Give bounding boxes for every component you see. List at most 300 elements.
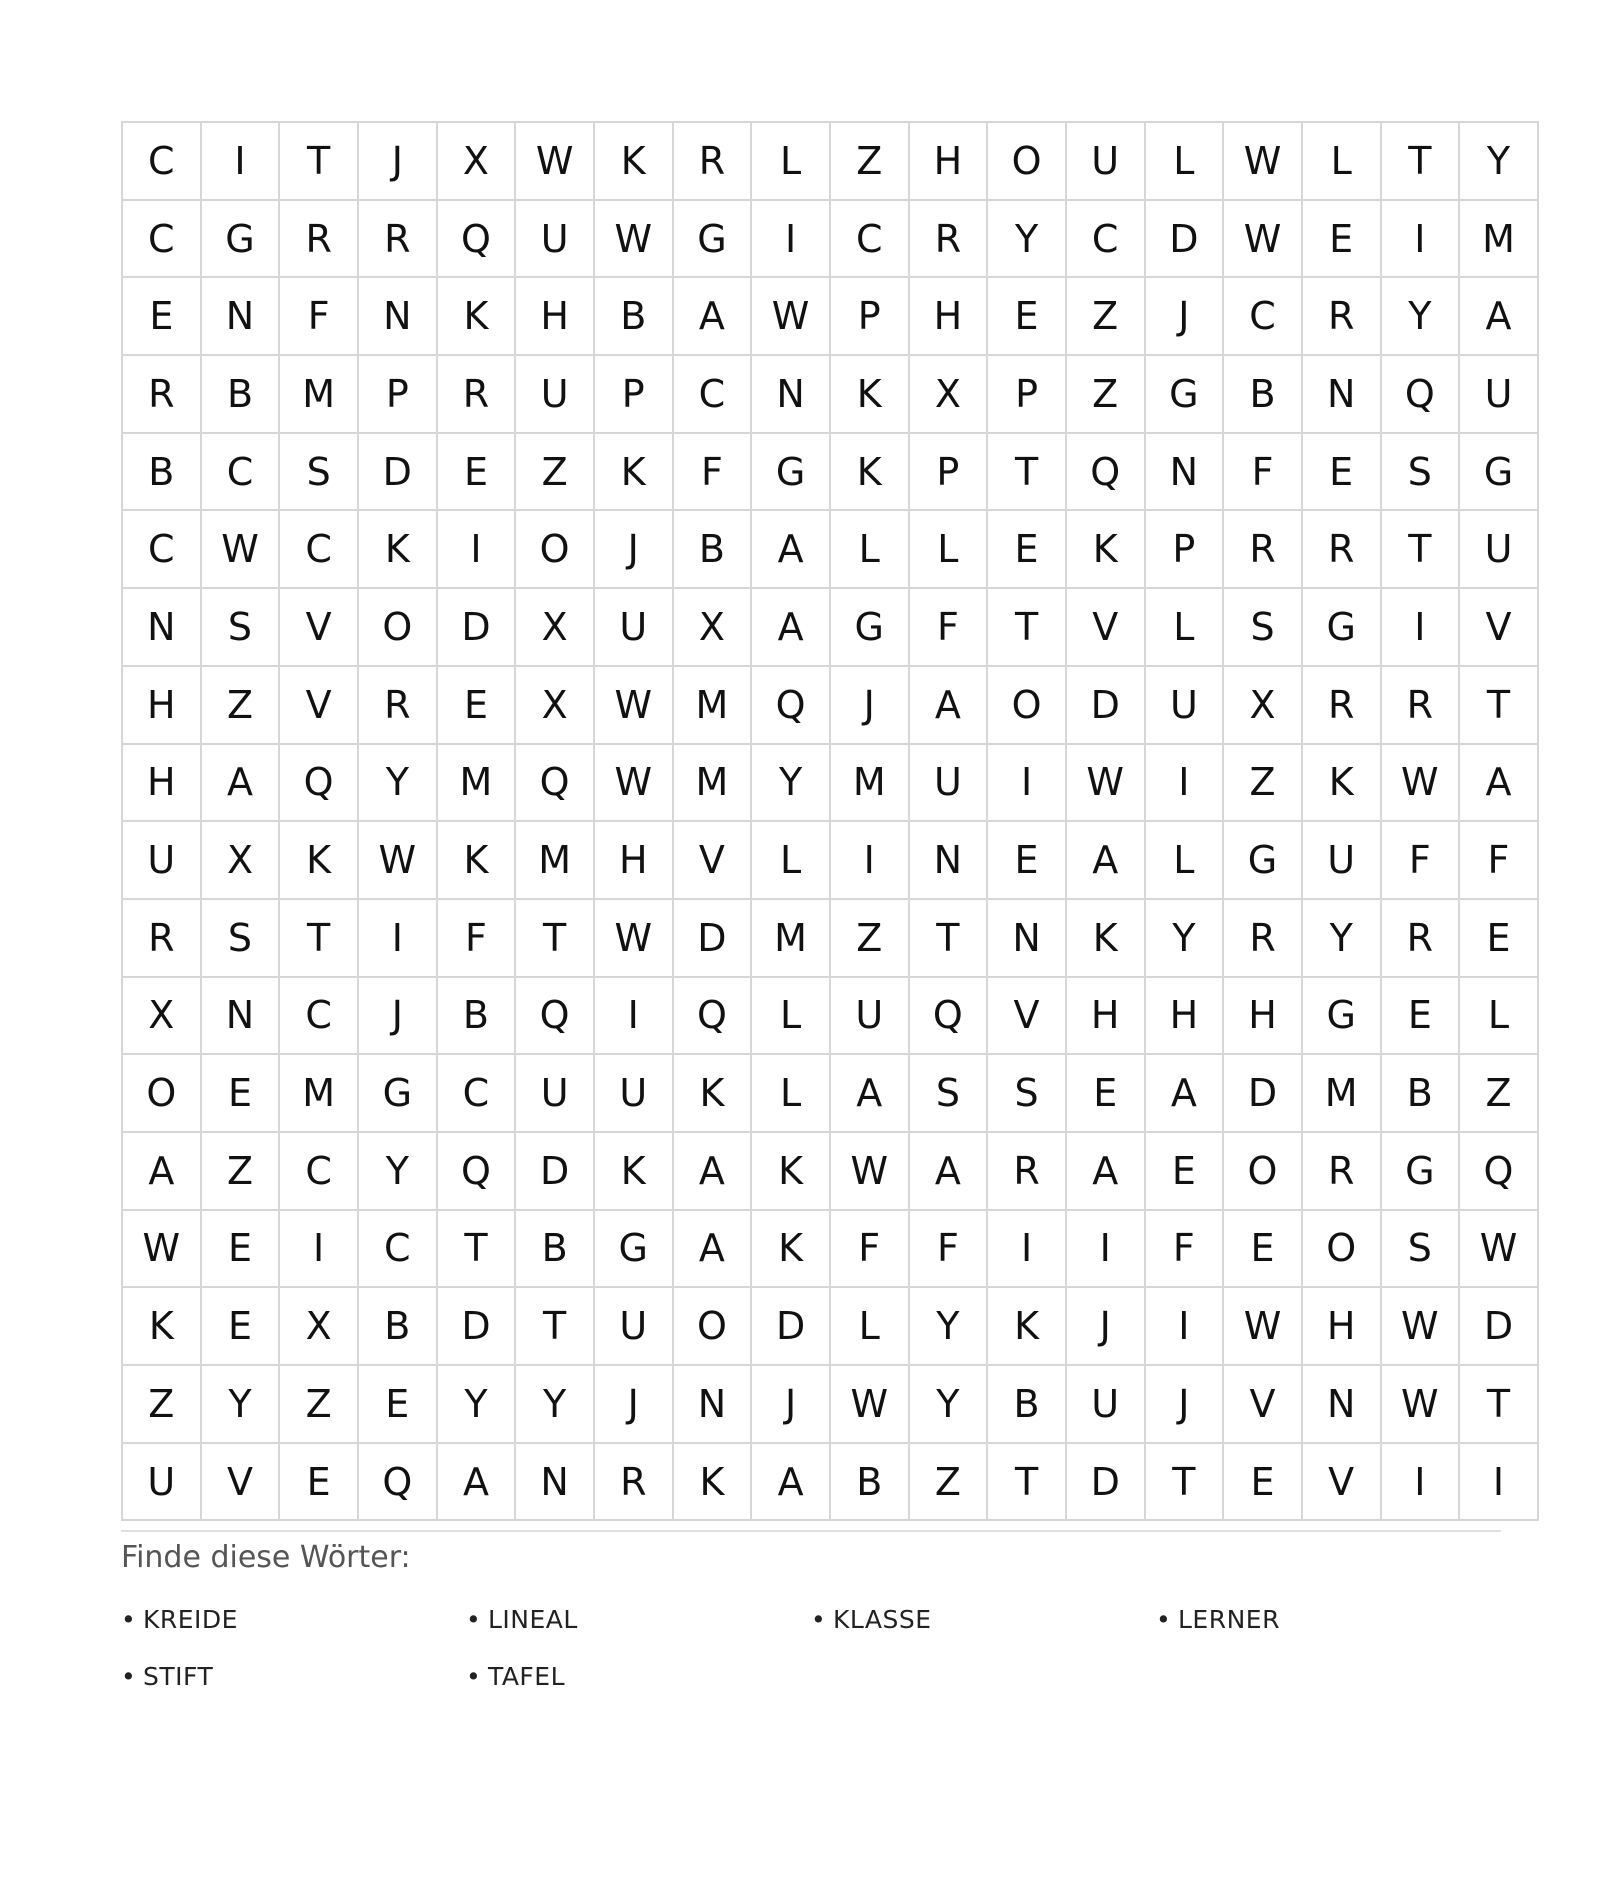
grid-cell[interactable]: L (830, 510, 909, 588)
grid-cell[interactable]: F (909, 1210, 988, 1288)
grid-cell[interactable]: Y (909, 1365, 988, 1443)
grid-cell[interactable]: E (358, 1365, 437, 1443)
grid-cell[interactable]: T (987, 1443, 1066, 1521)
grid-cell[interactable]: U (515, 200, 594, 278)
grid-cell[interactable]: J (1145, 1365, 1224, 1443)
grid-cell[interactable]: N (201, 977, 280, 1055)
grid-cell[interactable]: Q (279, 744, 358, 822)
grid-cell[interactable]: E (1145, 1132, 1224, 1210)
grid-cell[interactable]: G (1381, 1132, 1460, 1210)
grid-cell[interactable]: R (1223, 899, 1302, 977)
grid-cell[interactable]: A (122, 1132, 201, 1210)
grid-cell[interactable]: R (1302, 666, 1381, 744)
grid-cell[interactable]: D (1066, 666, 1145, 744)
grid-cell[interactable]: L (909, 510, 988, 588)
grid-cell[interactable]: Q (1459, 1132, 1538, 1210)
grid-cell[interactable]: F (1223, 433, 1302, 511)
grid-cell[interactable]: K (751, 1132, 830, 1210)
grid-cell[interactable]: V (1459, 588, 1538, 666)
grid-cell[interactable]: V (1302, 1443, 1381, 1521)
grid-cell[interactable]: A (909, 1132, 988, 1210)
grid-cell[interactable]: U (122, 821, 201, 899)
grid-cell[interactable]: S (909, 1054, 988, 1132)
grid-cell[interactable]: H (122, 744, 201, 822)
grid-cell[interactable]: D (1066, 1443, 1145, 1521)
grid-cell[interactable]: W (594, 200, 673, 278)
grid-cell[interactable]: P (358, 355, 437, 433)
grid-cell[interactable]: I (1066, 1210, 1145, 1288)
grid-cell[interactable]: O (358, 588, 437, 666)
grid-cell[interactable]: O (987, 122, 1066, 200)
grid-cell[interactable]: F (830, 1210, 909, 1288)
grid-cell[interactable]: T (987, 588, 1066, 666)
grid-cell[interactable]: Q (1381, 355, 1460, 433)
grid-cell[interactable]: Z (515, 433, 594, 511)
grid-cell[interactable]: P (594, 355, 673, 433)
grid-cell[interactable]: R (987, 1132, 1066, 1210)
grid-cell[interactable]: I (751, 200, 830, 278)
grid-cell[interactable]: E (201, 1287, 280, 1365)
grid-cell[interactable]: Z (1223, 744, 1302, 822)
grid-cell[interactable]: M (437, 744, 516, 822)
grid-cell[interactable]: Q (515, 744, 594, 822)
grid-cell[interactable]: B (830, 1443, 909, 1521)
grid-cell[interactable]: Y (1145, 899, 1224, 977)
grid-cell[interactable]: V (201, 1443, 280, 1521)
grid-cell[interactable]: U (594, 1287, 673, 1365)
grid-cell[interactable]: P (830, 277, 909, 355)
grid-cell[interactable]: H (909, 122, 988, 200)
grid-cell[interactable]: W (358, 821, 437, 899)
grid-cell[interactable]: M (673, 666, 752, 744)
grid-cell[interactable]: K (594, 433, 673, 511)
grid-cell[interactable]: J (1145, 277, 1224, 355)
grid-cell[interactable]: M (515, 821, 594, 899)
grid-cell[interactable]: X (201, 821, 280, 899)
grid-cell[interactable]: I (987, 1210, 1066, 1288)
grid-cell[interactable]: G (201, 200, 280, 278)
grid-cell[interactable]: B (358, 1287, 437, 1365)
grid-cell[interactable]: D (515, 1132, 594, 1210)
grid-cell[interactable]: U (515, 355, 594, 433)
grid-cell[interactable]: R (909, 200, 988, 278)
grid-cell[interactable]: H (594, 821, 673, 899)
grid-cell[interactable]: Z (830, 122, 909, 200)
grid-cell[interactable]: Q (751, 666, 830, 744)
grid-cell[interactable]: W (594, 899, 673, 977)
grid-cell[interactable]: K (673, 1443, 752, 1521)
grid-cell[interactable]: I (594, 977, 673, 1055)
grid-cell[interactable]: N (122, 588, 201, 666)
grid-cell[interactable]: R (673, 122, 752, 200)
grid-cell[interactable]: R (594, 1443, 673, 1521)
grid-cell[interactable]: F (1145, 1210, 1224, 1288)
grid-cell[interactable]: E (437, 433, 516, 511)
grid-cell[interactable]: B (515, 1210, 594, 1288)
grid-cell[interactable]: R (1302, 510, 1381, 588)
grid-cell[interactable]: W (1381, 744, 1460, 822)
grid-cell[interactable]: F (279, 277, 358, 355)
grid-cell[interactable]: M (673, 744, 752, 822)
grid-cell[interactable]: T (1381, 510, 1460, 588)
grid-cell[interactable]: S (279, 433, 358, 511)
grid-cell[interactable]: G (1302, 977, 1381, 1055)
grid-cell[interactable]: X (909, 355, 988, 433)
grid-cell[interactable]: Y (1459, 122, 1538, 200)
grid-cell[interactable]: O (1302, 1210, 1381, 1288)
grid-cell[interactable]: X (673, 588, 752, 666)
grid-cell[interactable]: F (1381, 821, 1460, 899)
grid-cell[interactable]: N (1302, 1365, 1381, 1443)
grid-cell[interactable]: A (909, 666, 988, 744)
grid-cell[interactable]: S (1381, 433, 1460, 511)
grid-cell[interactable]: E (201, 1210, 280, 1288)
grid-cell[interactable]: N (1145, 433, 1224, 511)
grid-cell[interactable]: Y (1381, 277, 1460, 355)
grid-cell[interactable]: A (1459, 277, 1538, 355)
grid-cell[interactable]: D (751, 1287, 830, 1365)
grid-cell[interactable]: B (1381, 1054, 1460, 1132)
grid-cell[interactable]: A (1459, 744, 1538, 822)
grid-cell[interactable]: W (1066, 744, 1145, 822)
grid-cell[interactable]: K (594, 1132, 673, 1210)
grid-cell[interactable]: K (1302, 744, 1381, 822)
grid-cell[interactable]: K (1066, 899, 1145, 977)
grid-cell[interactable]: E (987, 277, 1066, 355)
grid-cell[interactable]: M (279, 1054, 358, 1132)
grid-cell[interactable]: E (1223, 1210, 1302, 1288)
grid-cell[interactable]: T (1459, 666, 1538, 744)
grid-cell[interactable]: J (594, 1365, 673, 1443)
grid-cell[interactable]: Z (279, 1365, 358, 1443)
grid-cell[interactable]: I (358, 899, 437, 977)
grid-cell[interactable]: U (830, 977, 909, 1055)
grid-cell[interactable]: I (1381, 200, 1460, 278)
grid-cell[interactable]: D (1223, 1054, 1302, 1132)
grid-cell[interactable]: C (830, 200, 909, 278)
grid-cell[interactable]: U (1459, 510, 1538, 588)
grid-cell[interactable]: J (751, 1365, 830, 1443)
grid-cell[interactable]: F (437, 899, 516, 977)
grid-cell[interactable]: W (1381, 1287, 1460, 1365)
grid-cell[interactable]: W (515, 122, 594, 200)
grid-cell[interactable]: N (1302, 355, 1381, 433)
grid-cell[interactable]: U (1459, 355, 1538, 433)
grid-cell[interactable]: K (987, 1287, 1066, 1365)
grid-cell[interactable]: U (909, 744, 988, 822)
grid-cell[interactable]: X (1223, 666, 1302, 744)
grid-cell[interactable]: Y (358, 1132, 437, 1210)
grid-cell[interactable]: U (594, 588, 673, 666)
grid-cell[interactable]: V (1066, 588, 1145, 666)
grid-cell[interactable]: I (1145, 1287, 1224, 1365)
grid-cell[interactable]: Q (909, 977, 988, 1055)
grid-cell[interactable]: J (358, 977, 437, 1055)
grid-cell[interactable]: F (909, 588, 988, 666)
grid-cell[interactable]: A (1066, 821, 1145, 899)
grid-cell[interactable]: Q (673, 977, 752, 1055)
grid-cell[interactable]: A (437, 1443, 516, 1521)
grid-cell[interactable]: X (437, 122, 516, 200)
grid-cell[interactable]: F (1459, 821, 1538, 899)
grid-cell[interactable]: T (515, 899, 594, 977)
grid-cell[interactable]: G (751, 433, 830, 511)
grid-cell[interactable]: G (830, 588, 909, 666)
grid-cell[interactable]: Q (358, 1443, 437, 1521)
grid-cell[interactable]: J (1066, 1287, 1145, 1365)
grid-cell[interactable]: C (1223, 277, 1302, 355)
grid-cell[interactable]: L (751, 122, 830, 200)
grid-cell[interactable]: Z (830, 899, 909, 977)
grid-cell[interactable]: Y (909, 1287, 988, 1365)
grid-cell[interactable]: U (594, 1054, 673, 1132)
grid-cell[interactable]: E (1066, 1054, 1145, 1132)
grid-cell[interactable]: G (1145, 355, 1224, 433)
grid-cell[interactable]: I (830, 821, 909, 899)
grid-cell[interactable]: K (279, 821, 358, 899)
grid-cell[interactable]: Q (437, 200, 516, 278)
grid-cell[interactable]: U (1066, 122, 1145, 200)
grid-cell[interactable]: T (515, 1287, 594, 1365)
grid-cell[interactable]: W (830, 1365, 909, 1443)
grid-cell[interactable]: E (1459, 899, 1538, 977)
grid-cell[interactable]: C (279, 510, 358, 588)
grid-cell[interactable]: U (1066, 1365, 1145, 1443)
grid-cell[interactable]: I (279, 1210, 358, 1288)
grid-cell[interactable]: H (909, 277, 988, 355)
grid-cell[interactable]: I (987, 744, 1066, 822)
grid-cell[interactable]: S (1381, 1210, 1460, 1288)
grid-cell[interactable]: N (987, 899, 1066, 977)
grid-cell[interactable]: B (594, 277, 673, 355)
grid-cell[interactable]: I (1381, 1443, 1460, 1521)
grid-cell[interactable]: L (830, 1287, 909, 1365)
grid-cell[interactable]: S (1223, 588, 1302, 666)
grid-cell[interactable]: B (673, 510, 752, 588)
grid-cell[interactable]: W (1223, 200, 1302, 278)
grid-cell[interactable]: U (122, 1443, 201, 1521)
grid-cell[interactable]: Z (909, 1443, 988, 1521)
grid-cell[interactable]: H (1066, 977, 1145, 1055)
grid-cell[interactable]: R (358, 666, 437, 744)
grid-cell[interactable]: C (279, 1132, 358, 1210)
grid-cell[interactable]: K (358, 510, 437, 588)
grid-cell[interactable]: I (437, 510, 516, 588)
grid-cell[interactable]: H (515, 277, 594, 355)
grid-cell[interactable]: P (987, 355, 1066, 433)
grid-cell[interactable]: K (122, 1287, 201, 1365)
grid-cell[interactable]: E (279, 1443, 358, 1521)
grid-cell[interactable]: Z (1066, 355, 1145, 433)
grid-cell[interactable]: R (122, 355, 201, 433)
grid-cell[interactable]: H (122, 666, 201, 744)
grid-cell[interactable]: M (830, 744, 909, 822)
grid-cell[interactable]: Z (201, 1132, 280, 1210)
grid-cell[interactable]: Y (515, 1365, 594, 1443)
grid-cell[interactable]: V (987, 977, 1066, 1055)
grid-cell[interactable]: G (1459, 433, 1538, 511)
grid-cell[interactable]: F (673, 433, 752, 511)
grid-cell[interactable]: W (594, 744, 673, 822)
grid-cell[interactable]: B (1223, 355, 1302, 433)
grid-cell[interactable]: Y (987, 200, 1066, 278)
grid-cell[interactable]: U (1302, 821, 1381, 899)
grid-cell[interactable]: U (515, 1054, 594, 1132)
grid-cell[interactable]: K (437, 821, 516, 899)
grid-cell[interactable]: A (673, 277, 752, 355)
grid-cell[interactable]: V (673, 821, 752, 899)
grid-cell[interactable]: I (1145, 744, 1224, 822)
grid-cell[interactable]: C (673, 355, 752, 433)
grid-cell[interactable]: D (358, 433, 437, 511)
grid-cell[interactable]: W (830, 1132, 909, 1210)
grid-cell[interactable]: I (201, 122, 280, 200)
grid-cell[interactable]: Y (751, 744, 830, 822)
grid-cell[interactable]: T (1459, 1365, 1538, 1443)
grid-cell[interactable]: K (437, 277, 516, 355)
grid-cell[interactable]: R (437, 355, 516, 433)
grid-cell[interactable]: R (1302, 277, 1381, 355)
grid-cell[interactable]: K (673, 1054, 752, 1132)
grid-cell[interactable]: A (1145, 1054, 1224, 1132)
grid-cell[interactable]: L (751, 821, 830, 899)
grid-cell[interactable]: C (279, 977, 358, 1055)
grid-cell[interactable]: T (279, 122, 358, 200)
grid-cell[interactable]: J (594, 510, 673, 588)
grid-cell[interactable]: T (437, 1210, 516, 1288)
grid-cell[interactable]: Q (515, 977, 594, 1055)
grid-cell[interactable]: N (515, 1443, 594, 1521)
grid-cell[interactable]: A (751, 1443, 830, 1521)
grid-cell[interactable]: Z (201, 666, 280, 744)
grid-cell[interactable]: W (594, 666, 673, 744)
grid-cell[interactable]: H (1302, 1287, 1381, 1365)
grid-cell[interactable]: K (594, 122, 673, 200)
grid-cell[interactable]: Z (1066, 277, 1145, 355)
grid-cell[interactable]: D (673, 899, 752, 977)
grid-cell[interactable]: K (830, 355, 909, 433)
grid-cell[interactable]: I (1459, 1443, 1538, 1521)
grid-cell[interactable]: T (987, 433, 1066, 511)
grid-cell[interactable]: S (987, 1054, 1066, 1132)
grid-cell[interactable]: M (279, 355, 358, 433)
grid-cell[interactable]: A (201, 744, 280, 822)
grid-cell[interactable]: R (358, 200, 437, 278)
grid-cell[interactable]: H (1223, 977, 1302, 1055)
grid-cell[interactable]: E (1223, 1443, 1302, 1521)
grid-cell[interactable]: E (122, 277, 201, 355)
grid-cell[interactable]: N (751, 355, 830, 433)
grid-cell[interactable]: G (358, 1054, 437, 1132)
grid-cell[interactable]: V (279, 666, 358, 744)
grid-cell[interactable]: P (1145, 510, 1224, 588)
grid-cell[interactable]: P (909, 433, 988, 511)
grid-cell[interactable]: E (1302, 200, 1381, 278)
grid-cell[interactable]: M (1302, 1054, 1381, 1132)
grid-cell[interactable]: C (201, 433, 280, 511)
grid-cell[interactable]: T (1381, 122, 1460, 200)
grid-cell[interactable]: E (1302, 433, 1381, 511)
grid-cell[interactable]: L (1145, 821, 1224, 899)
grid-cell[interactable]: L (751, 1054, 830, 1132)
grid-cell[interactable]: I (1381, 588, 1460, 666)
grid-cell[interactable]: R (122, 899, 201, 977)
grid-cell[interactable]: G (673, 200, 752, 278)
grid-cell[interactable]: L (1302, 122, 1381, 200)
grid-cell[interactable]: E (987, 821, 1066, 899)
grid-cell[interactable]: C (1066, 200, 1145, 278)
grid-cell[interactable]: M (1459, 200, 1538, 278)
grid-cell[interactable]: E (201, 1054, 280, 1132)
grid-cell[interactable]: A (830, 1054, 909, 1132)
grid-cell[interactable]: Q (437, 1132, 516, 1210)
grid-cell[interactable]: B (987, 1365, 1066, 1443)
grid-cell[interactable]: S (201, 588, 280, 666)
grid-cell[interactable]: Y (358, 744, 437, 822)
grid-cell[interactable]: X (515, 588, 594, 666)
grid-cell[interactable]: X (122, 977, 201, 1055)
grid-cell[interactable]: O (122, 1054, 201, 1132)
grid-cell[interactable]: V (1223, 1365, 1302, 1443)
grid-cell[interactable]: R (1223, 510, 1302, 588)
grid-cell[interactable]: W (1223, 122, 1302, 200)
grid-cell[interactable]: G (1223, 821, 1302, 899)
grid-cell[interactable]: Y (1302, 899, 1381, 977)
grid-cell[interactable]: D (1145, 200, 1224, 278)
grid-cell[interactable]: W (1381, 1365, 1460, 1443)
grid-cell[interactable]: X (279, 1287, 358, 1365)
grid-cell[interactable]: K (830, 433, 909, 511)
grid-cell[interactable]: G (594, 1210, 673, 1288)
grid-cell[interactable]: N (909, 821, 988, 899)
grid-cell[interactable]: R (1381, 666, 1460, 744)
grid-cell[interactable]: D (437, 1287, 516, 1365)
grid-cell[interactable]: H (1145, 977, 1224, 1055)
grid-cell[interactable]: A (751, 588, 830, 666)
grid-cell[interactable]: L (1145, 122, 1224, 200)
grid-cell[interactable]: R (1302, 1132, 1381, 1210)
grid-cell[interactable]: J (830, 666, 909, 744)
grid-cell[interactable]: W (1459, 1210, 1538, 1288)
grid-cell[interactable]: B (122, 433, 201, 511)
grid-cell[interactable]: O (987, 666, 1066, 744)
grid-cell[interactable]: O (673, 1287, 752, 1365)
grid-cell[interactable]: A (673, 1210, 752, 1288)
grid-cell[interactable]: Q (1066, 433, 1145, 511)
grid-cell[interactable]: Y (437, 1365, 516, 1443)
grid-cell[interactable]: R (279, 200, 358, 278)
grid-cell[interactable]: C (122, 122, 201, 200)
grid-cell[interactable]: T (1145, 1443, 1224, 1521)
grid-cell[interactable]: T (909, 899, 988, 977)
grid-cell[interactable]: X (515, 666, 594, 744)
grid-cell[interactable]: O (515, 510, 594, 588)
grid-cell[interactable]: C (122, 510, 201, 588)
grid-cell[interactable]: A (673, 1132, 752, 1210)
grid-cell[interactable]: E (1381, 977, 1460, 1055)
grid-cell[interactable]: Z (122, 1365, 201, 1443)
grid-cell[interactable]: E (987, 510, 1066, 588)
grid-cell[interactable]: E (437, 666, 516, 744)
grid-cell[interactable]: N (201, 277, 280, 355)
grid-cell[interactable]: W (1223, 1287, 1302, 1365)
grid-cell[interactable]: U (1145, 666, 1224, 744)
grid-cell[interactable]: W (201, 510, 280, 588)
grid-cell[interactable]: V (279, 588, 358, 666)
grid-cell[interactable]: D (437, 588, 516, 666)
grid-cell[interactable]: K (1066, 510, 1145, 588)
grid-cell[interactable]: Z (1459, 1054, 1538, 1132)
